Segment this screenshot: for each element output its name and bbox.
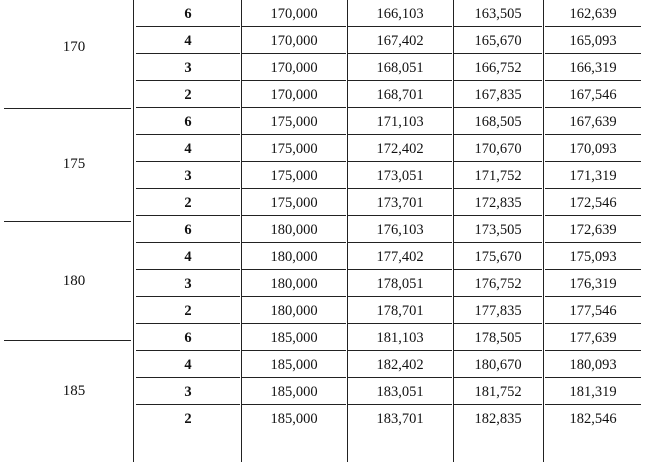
value-cell: 172,639 — [545, 219, 641, 246]
group-label: 175 — [62, 156, 86, 172]
column-divider — [347, 0, 348, 462]
row-index-cell: 2 — [136, 84, 240, 111]
value-cell: 163,505 — [454, 3, 542, 30]
table-row — [0, 219, 654, 246]
value-cell: 170,000 — [242, 57, 346, 84]
value-cell: 168,051 — [348, 57, 452, 84]
row-index-cell: 2 — [136, 192, 240, 219]
value-cell: 181,103 — [348, 327, 452, 354]
table-row — [0, 408, 654, 435]
row-index-cell: 6 — [136, 327, 240, 354]
value-cell: 171,752 — [454, 165, 542, 192]
value-cell: 170,670 — [454, 138, 542, 165]
value-cell: 168,505 — [454, 111, 542, 138]
column-divider — [453, 0, 454, 462]
group-separator — [4, 221, 131, 222]
table-row — [0, 3, 654, 30]
value-cell: 180,000 — [242, 246, 346, 273]
table-row — [0, 192, 654, 219]
value-cell: 181,752 — [454, 381, 542, 408]
value-cell: 177,402 — [348, 246, 452, 273]
value-cell: 166,103 — [348, 3, 452, 30]
value-cell: 173,701 — [348, 192, 452, 219]
value-cell: 175,000 — [242, 111, 346, 138]
row-index-cell: 3 — [136, 57, 240, 84]
value-cell: 162,639 — [545, 3, 641, 30]
value-cell: 167,402 — [348, 30, 452, 57]
value-cell: 170,000 — [242, 3, 346, 30]
value-cell: 176,103 — [348, 219, 452, 246]
value-cell: 177,835 — [454, 300, 542, 327]
value-cell: 182,546 — [569, 411, 617, 427]
value-cell: 170,000 — [242, 84, 346, 111]
value-cell: 175,093 — [545, 246, 641, 273]
value-cell: 177,546 — [545, 300, 641, 327]
value-cell: 185,000 — [242, 354, 346, 381]
table-row — [0, 273, 654, 300]
value-cell: 175,000 — [242, 165, 346, 192]
value-cell: 173,051 — [348, 165, 452, 192]
row-index-cell: 4 — [136, 138, 240, 165]
value-cell: 165,093 — [545, 30, 641, 57]
group-separator — [4, 108, 131, 109]
table-row — [0, 300, 654, 327]
value-cell: 182,835 — [474, 411, 522, 427]
value-cell: 178,505 — [454, 327, 542, 354]
row-index-cell: 4 — [136, 30, 240, 57]
row-index-cell: 6 — [136, 219, 240, 246]
value-cell: 183,701 — [376, 411, 424, 427]
table-row — [0, 111, 654, 138]
value-cell: 170,000 — [242, 30, 346, 57]
value-cell: 180,000 — [242, 273, 346, 300]
value-cell: 178,701 — [348, 300, 452, 327]
value-cell: 173,505 — [454, 219, 542, 246]
value-cell: 177,639 — [545, 327, 641, 354]
value-cell: 175,000 — [242, 138, 346, 165]
value-cell: 185,000 — [242, 327, 346, 354]
value-cell: 166,752 — [454, 57, 542, 84]
row-index-cell: 3 — [136, 273, 240, 300]
value-cell: 175,000 — [242, 192, 346, 219]
value-cell: 167,546 — [545, 84, 641, 111]
table-row — [0, 84, 654, 111]
column-divider — [543, 0, 544, 462]
row-index-cell: 6 — [136, 111, 240, 138]
value-cell: 183,051 — [348, 381, 452, 408]
value-cell: 181,319 — [545, 381, 641, 408]
value-cell: 171,319 — [545, 165, 641, 192]
value-cell: 172,546 — [545, 192, 641, 219]
value-cell: 171,103 — [348, 111, 452, 138]
value-cell: 180,000 — [242, 219, 346, 246]
value-cell: 167,639 — [545, 111, 641, 138]
value-cell: 172,402 — [348, 138, 452, 165]
row-index-cell: 6 — [136, 3, 240, 30]
value-cell: 176,319 — [545, 273, 641, 300]
group-label: 185 — [62, 383, 86, 399]
value-cell: 178,051 — [348, 273, 452, 300]
table-row — [0, 57, 654, 84]
value-cell: 165,670 — [454, 30, 542, 57]
value-cell: 180,670 — [454, 354, 542, 381]
value-cell: 172,835 — [454, 192, 542, 219]
value-cell: 175,670 — [454, 246, 542, 273]
value-cell: 182,402 — [348, 354, 452, 381]
value-cell: 180,093 — [545, 354, 641, 381]
table-row — [0, 30, 654, 57]
row-index-cell: 3 — [136, 381, 240, 408]
value-cell: 168,701 — [348, 84, 452, 111]
table-row — [0, 354, 654, 381]
table-row — [0, 165, 654, 192]
group-label: 170 — [62, 39, 86, 55]
value-cell: 180,000 — [242, 300, 346, 327]
row-index-cell: 2 — [136, 300, 240, 327]
group-label: 180 — [62, 273, 86, 289]
table-row — [0, 381, 654, 408]
value-cell: 166,319 — [545, 57, 641, 84]
group-separator — [4, 340, 131, 341]
value-cell: 170,093 — [545, 138, 641, 165]
table-row — [0, 246, 654, 273]
value-cell: 185,000 — [242, 381, 346, 408]
row-index-cell: 4 — [136, 246, 240, 273]
value-cell: 185,000 — [270, 411, 318, 427]
row-index-cell: 3 — [136, 165, 240, 192]
row-index-cell: 4 — [136, 354, 240, 381]
value-cell: 176,752 — [454, 273, 542, 300]
column-divider — [241, 0, 242, 462]
row-index-cell: 2 — [184, 411, 192, 427]
table-row — [0, 138, 654, 165]
value-cell: 167,835 — [454, 84, 542, 111]
